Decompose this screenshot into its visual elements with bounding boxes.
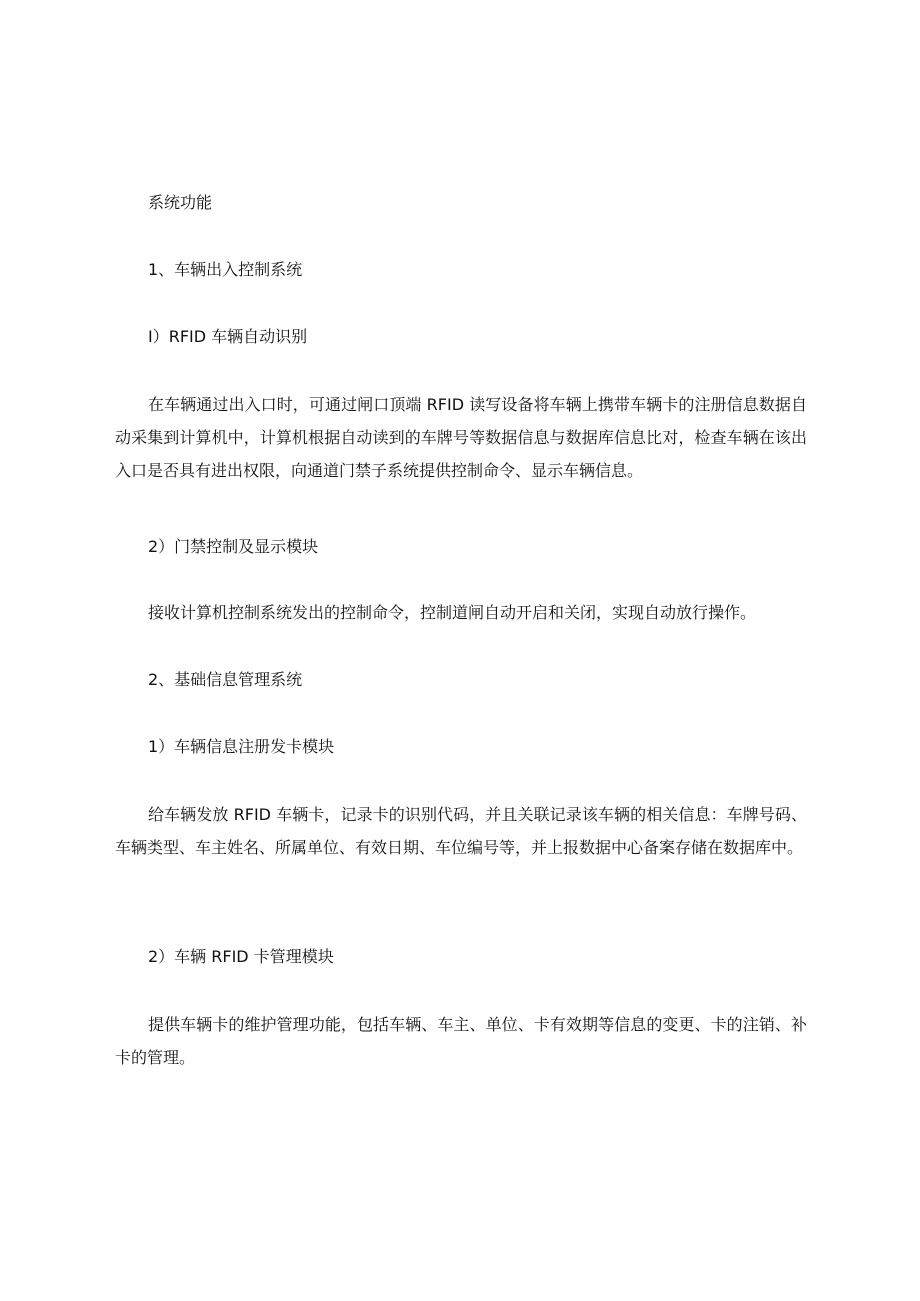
section-2-sub-1-body: 给车辆发放 RFID 车辆卡，记录卡的识别代码，并且关联记录该车辆的相关信息：车牌号码、车辆类型、车主姓名、所属单位、有效日期、车位编号等，并上报数据中心备案存储在数据库中。 [115,805,807,857]
section-title: 系统功能 [148,193,213,212]
section-1-sub-1-heading: I）RFID 车辆自动识别 [148,327,308,346]
section-1-sub-2-heading: 2）门禁控制及显示模块 [148,537,319,556]
section-1-sub-2-body: 接收计算机控制系统发出的控制命令，控制道闸自动开启和关闭，实现自动放行操作。 [148,603,757,622]
section-2-sub-1-heading: 1）车辆信息注册发卡模块 [148,737,335,756]
section-2-sub-2-heading: 2）车辆 RFID 卡管理模块 [148,947,334,966]
section-1-heading: 1、车辆出入控制系统 [148,260,303,279]
section-2-sub-2-body: 提供车辆卡的维护管理功能，包括车辆、车主、单位、卡有效期等信息的变更、卡的注销、补卡的管理。 [115,1015,807,1067]
section-1-sub-1-body: 在车辆通过出入口时，可通过闸口顶端 RFID 读写设备将车辆上携带车辆卡的注册信息数据自动采集到计算机中，计算机根据自动读到的车牌号等数据信息与数据库信息比对，检查车辆在该出入口是否具有进出权限，向通道门禁子系统提供控制命令、显示车辆信息。 [115,395,807,480]
section-2-heading: 2、基础信息管理系统 [148,670,303,689]
